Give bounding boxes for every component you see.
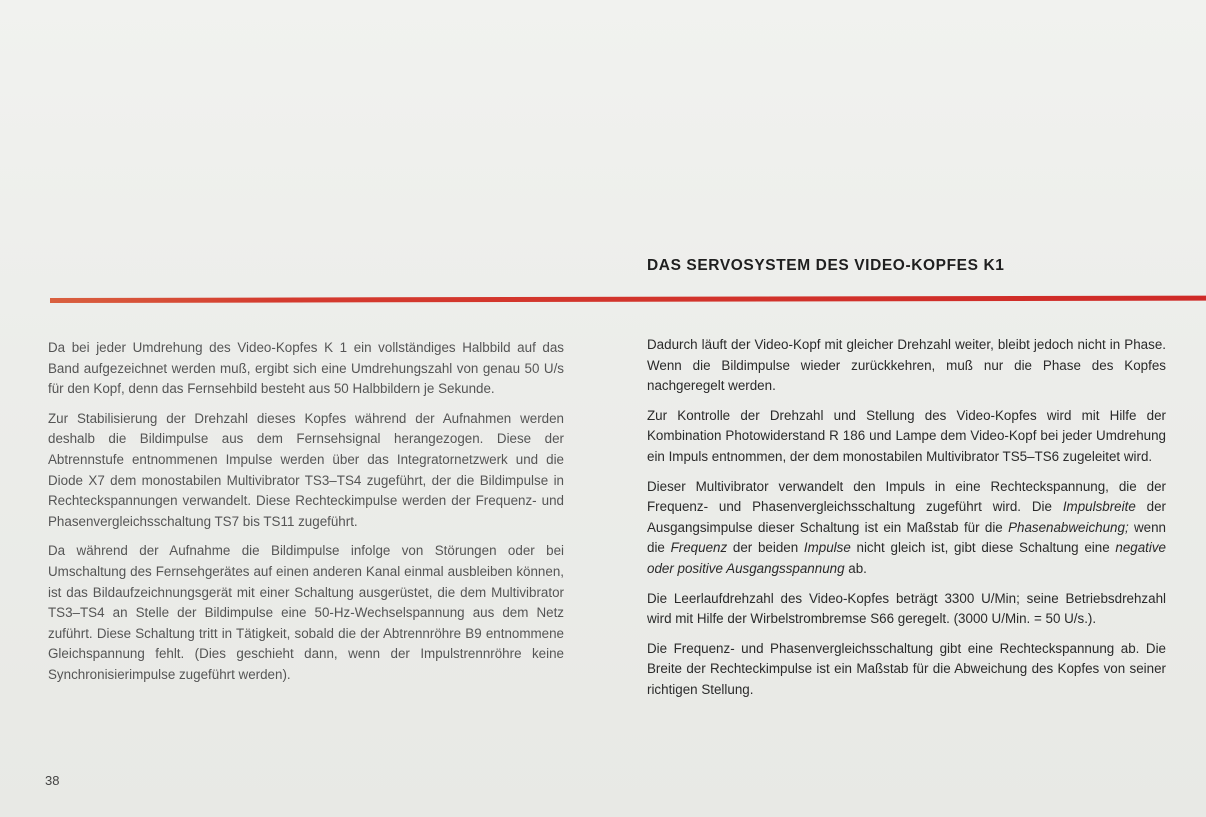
red-divider-rule — [50, 296, 1206, 303]
italic-term-ausgangsspannung: negative oder positive Ausgangsspannung — [647, 540, 1167, 576]
right-text-column — [647, 335, 1166, 710]
text-run: der Ausgangsimpulse dieser Schaltung ist ein Maßstab für die — [647, 499, 1166, 535]
italic-term-impulsbreite: Impulsbreite — [1062, 499, 1136, 515]
page-number: 38 — [45, 773, 60, 788]
text-run: der beiden — [727, 540, 804, 556]
text-run: nicht gleich ist, gibt diese Schaltung eine — [850, 540, 1116, 556]
italic-term-frequenz: Frequenz — [670, 540, 728, 556]
text-run: Dieser Multivibrator verwandelt den Impuls in eine Rechteckspannung, die der Frequenz- und Phasenvergleichsschaltung zugeführt wird. Die — [647, 478, 1166, 515]
paragraph-right-5: Die Frequenz- und Phasenvergleichsschaltung gibt eine Rechteckspannung ab. Die Breite der Rechteckimpulse ist ein Maßstab für die Abweichung des Kopfes von seiner richtigen Stellung. — [647, 640, 1166, 697]
left-text-column — [48, 338, 564, 695]
text-run: wenn die — [647, 519, 1166, 556]
italic-term-phasenabweichung: Phasenabweichung; — [1008, 519, 1129, 535]
paragraph-right-1: Dadurch läuft der Video-Kopf mit gleicher Drehzahl weiter, bleibt jedoch nicht in Phase. Wenn die Bildimpulse wieder zurückkehren, muß nur die Phase des Kopfes nachgeregelt werden. — [647, 337, 1166, 394]
paragraph-left-1: Da bei jeder Umdrehung des Video-Kopfes K 1 ein vollständiges Halbbild auf das Band aufgezeichnet werden muß, ergibt sich eine Umdrehungszahl von genau 50 U/s für den Kopf, denn das Fernsehbild besteht aus 50 Halbbildern je Sekunde. — [48, 340, 564, 397]
paragraph-right-2: Zur Kontrolle der Drehzahl und Stellung des Video-Kopfes wird mit Hilfe der Kombination Photowiderstand R 186 und Lampe dem Video-Kopf bei jeder Umdrehung ein Impuls entnommen, der dem monostabilen Multivibrator TS5–TS6 zugeleitet wird. — [647, 407, 1166, 464]
text-run: ab. — [844, 560, 867, 576]
paragraph-left-3: Da während der Aufnahme die Bildimpulse infolge von Störungen oder bei Umschaltung des Fernsehgerätes auf einen anderen Kanal einmal ausbleiben können, ist das Bildaufzeichnungsgerät mit einer Schaltung ausgerüstet, die dem Multivibrator TS3–TS4 an Stelle der Bildimpulse eine 50-Hz-Wechselspannung aus dem Netz zuführt. Diese Schaltung tritt in Tätigkeit, sobald die der Abtrennröhre B9 entnommene Gleichspannung fehlt. (Dies geschieht dann, wenn der Impulstrennröhre keine Synchronisierimpulse zugeführt werden). — [48, 543, 564, 682]
paragraph-right-3 — [647, 477, 1166, 580]
italic-term-impulse: Impulse — [803, 540, 851, 556]
paragraph-left-2: Zur Stabilisierung der Drehzahl dieses Kopfes während der Aufnahmen werden deshalb die Bildimpulse aus dem Fernsehsignal herangezogen. Diese der Abtrennstufe entnommenen Impulse werden über das Integratornetzwerk und die Diode X7 dem monostabilen Multivibrator TS3–TS4 zugeführt, der die Bildimpulse in Rechteckspannungen verwandelt. Diese Rechteckimpulse werden der Frequenz- und Phasenvergleichsschaltung TS7 bis TS11 zugeführt. — [48, 410, 564, 529]
section-heading: DAS SERVOSYSTEM DES VIDEO-KOPFES K1 — [647, 257, 1005, 274]
paragraph-right-4: Die Leerlaufdrehzahl des Video-Kopfes beträgt 3300 U/Min; seine Betriebsdrehzahl wird mit Hilfe der Wirbelstrombremse S66 geregelt. (3000 U/Min. = 50 U/s.). — [647, 590, 1166, 627]
